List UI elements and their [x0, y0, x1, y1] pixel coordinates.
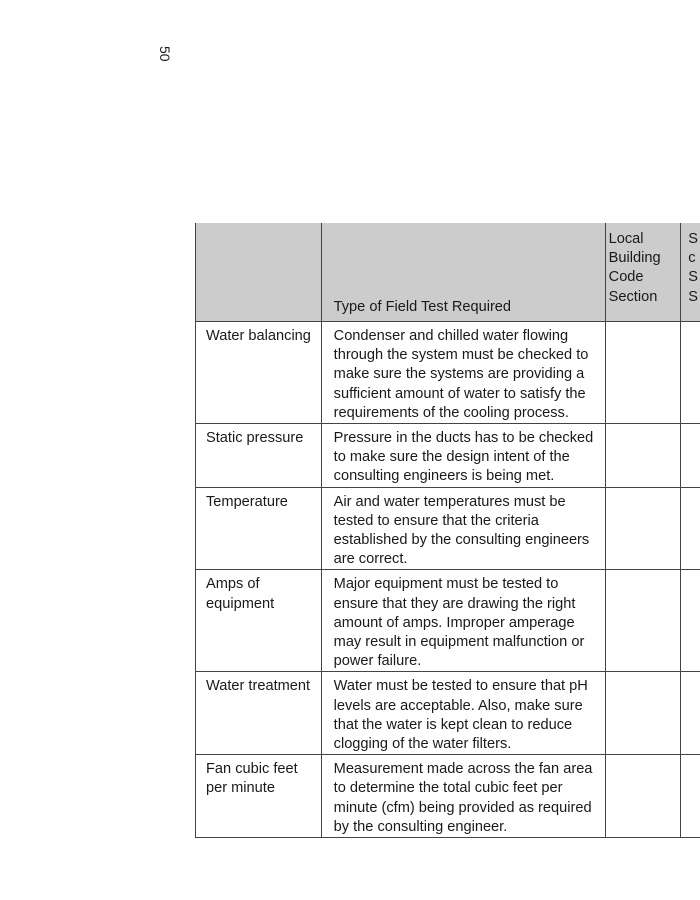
row-description: Pressure in the ducts has to be checked to make sure the design intent of the consulting engineers is being met.	[321, 424, 605, 488]
row-code-cell	[605, 755, 681, 838]
row-code-cell	[605, 672, 681, 755]
row-code-cell	[605, 570, 681, 672]
header-cut-off-line: S	[688, 231, 699, 247]
table-row	[196, 424, 700, 488]
header-cut-off-line: S	[688, 288, 699, 305]
table-header-row	[196, 223, 700, 322]
row-cut-off-cell	[681, 487, 700, 570]
row-description: Water must be tested to ensure that pH levels are acceptable. Also, make sure that the water is kept clean to reduce clogging of the water filters.	[321, 672, 605, 755]
row-item: Temperature	[196, 487, 322, 570]
table-row	[196, 487, 700, 570]
row-cut-off-cell	[681, 570, 700, 672]
header-item	[196, 223, 322, 322]
row-code-cell	[605, 322, 681, 424]
row-item: Water treatment	[196, 672, 322, 755]
row-description: Measurement made across the fan area to determine the total cubic feet per minute (cfm) being provided as required by the consulting engineer.	[321, 755, 605, 838]
row-cut-off-cell	[681, 672, 700, 755]
row-description: Major equipment must be tested to ensure that they are drawing the right amount of amps. Improper amperage may result in equipment malfunction or power failure.	[321, 570, 605, 672]
field-test-table	[195, 223, 700, 838]
table-row	[196, 755, 700, 838]
header-cut-off-line: c	[688, 250, 696, 267]
row-description: Air and water temperatures must be tested to ensure that the criteria established by the consulting engineers are correct.	[321, 487, 605, 570]
header-cut-off-line: S	[688, 269, 699, 286]
table-row	[196, 672, 700, 755]
row-item: Amps of equipment	[196, 570, 322, 672]
page-number: 50	[157, 46, 173, 62]
row-item: Water balancing	[196, 322, 322, 424]
header-type-of-field-test: Type of Field Test Required	[321, 223, 605, 322]
row-code-cell	[605, 424, 681, 488]
row-description: Condenser and chilled water flowing through the system must be checked to make sure the systems are providing a sufficient amount of water to satisfy the requirements of the cooling process.	[321, 322, 605, 424]
row-cut-off-cell	[681, 322, 700, 424]
header-local-building-code-section: Local Building Code Section	[605, 223, 681, 322]
row-cut-off-cell	[681, 755, 700, 838]
row-item: Static pressure	[196, 424, 322, 488]
table-row	[196, 570, 700, 672]
row-code-cell	[605, 487, 681, 570]
row-cut-off-cell	[681, 424, 700, 488]
header-cut-off-column	[681, 223, 700, 322]
row-item: Fan cubic feet per minute	[196, 755, 322, 838]
table-row	[196, 322, 700, 424]
